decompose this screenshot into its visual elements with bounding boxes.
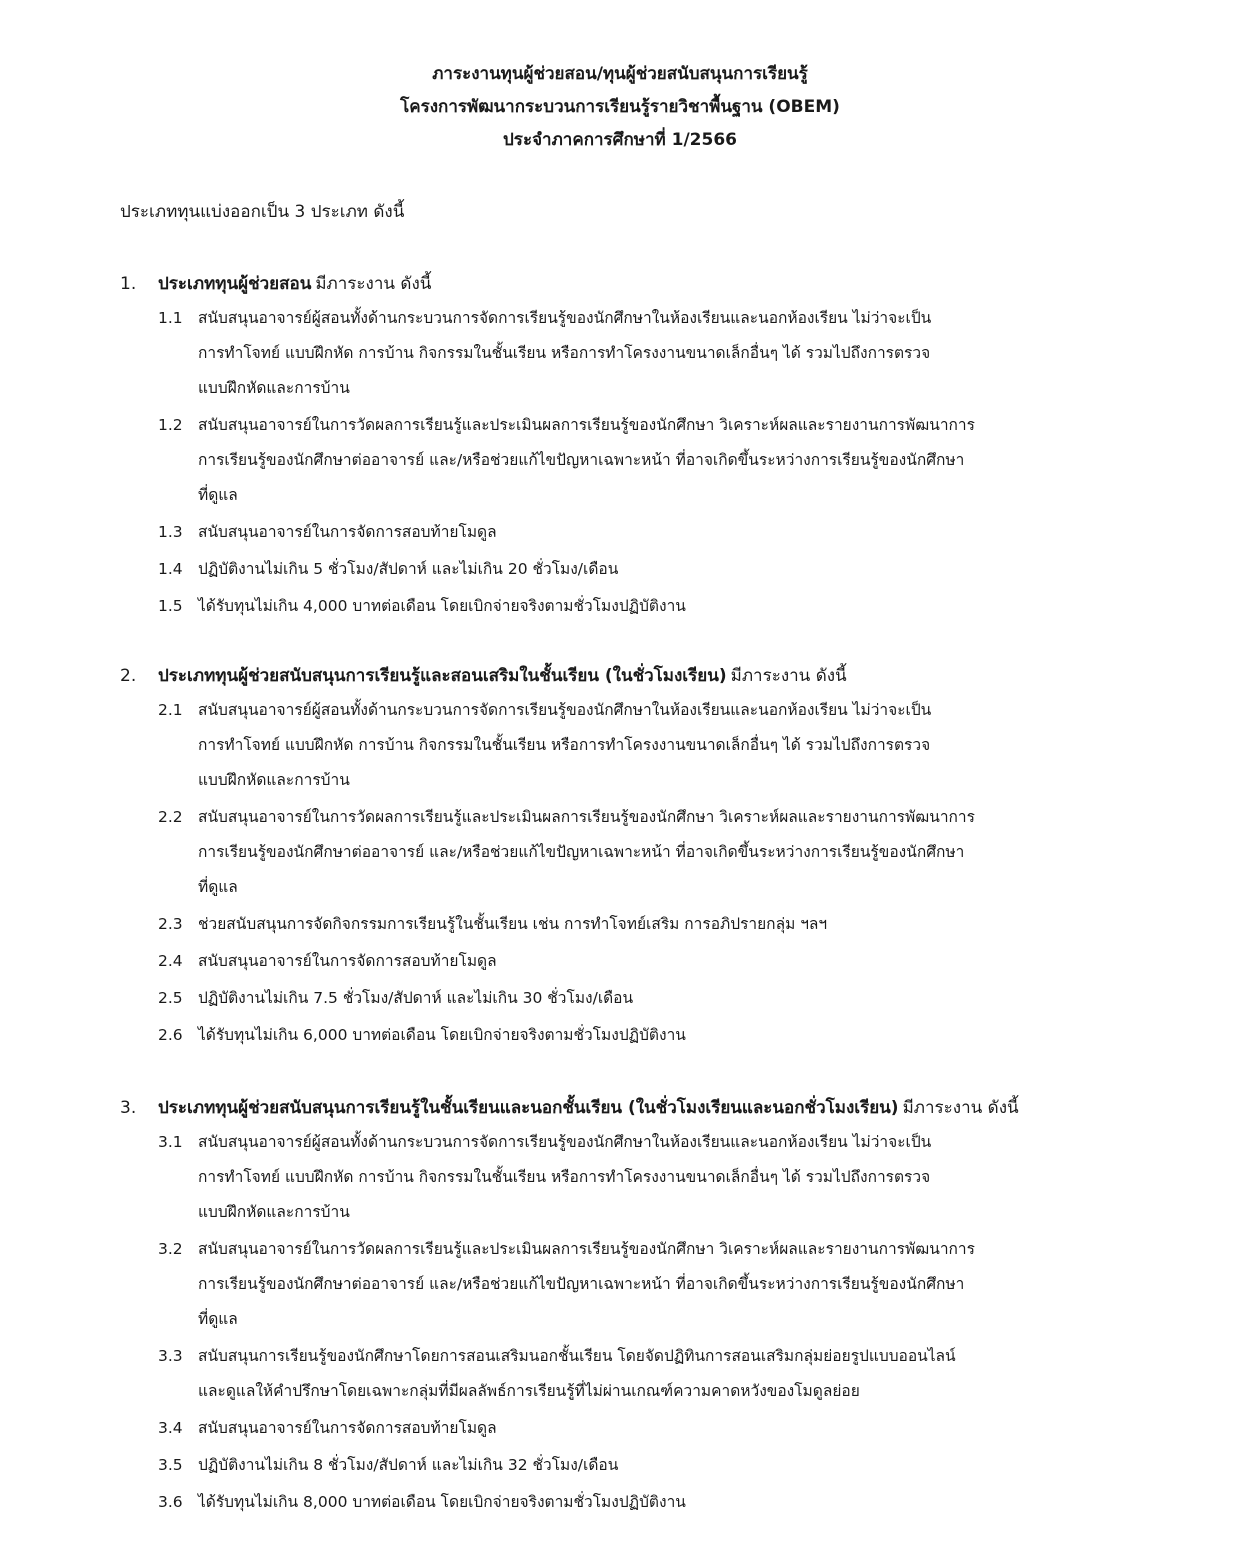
item-text	[198, 1448, 1118, 1483]
item-text-line: ปฏิบัติงานไม่เกิน 7.5 ชั่วโมง/สัปดาห์ และไม่เกิน 30 ชั่วโมง/เดือน	[198, 989, 634, 1007]
list-item	[158, 589, 1120, 624]
list-item	[158, 515, 1120, 550]
section-title: ประเภททุนผู้ช่วยสอน	[158, 274, 312, 294]
item-text-line: สนับสนุนอาจารย์ในการวัดผลการเรียนรู้และประเมินผลการเรียนรู้ของนักศึกษา วิเคราะห์ผลและรายงานการพัฒนาการ	[198, 1240, 975, 1258]
item-text-line: สนับสนุนอาจารย์ผู้สอนทั้งด้านกระบวนการจัดการเรียนรู้ของนักศึกษาในห้องเรียนและนอกห้องเรียน ไม่ว่าจะเป็น	[198, 701, 932, 719]
item-text	[198, 1339, 1118, 1409]
item-text-line: การเรียนรู้ของนักศึกษาต่ออาจารย์ และ/หรือช่วยแก้ไขปัญหาเฉพาะหน้า ที่อาจเกิดขึ้นระหว่างการเรียนรู้ของนักศึกษา	[198, 843, 965, 861]
item-text-line: ได้รับทุนไม่เกิน 8,000 บาทต่อเดือน โดยเบิกจ่ายจริงตามชั่วโมงปฏิบัติงาน	[198, 1493, 686, 1511]
item-text-line: การทำโจทย์ แบบฝึกหัด การบ้าน กิจกรรมในชั้นเรียน หรือการทำโครงงานขนาดเล็กอื่นๆ ได้ รวมไปถึงการตรวจ	[198, 1168, 931, 1186]
item-text-line: สนับสนุนการเรียนรู้ของนักศึกษาโดยการสอนเสริมนอกชั้นเรียน โดยจัดปฏิทินการสอนเสริมกลุ่มย่อยรูปแบบออนไลน์	[198, 1347, 956, 1365]
item-number: 3.6	[158, 1493, 183, 1511]
item-text-line: ที่ดูแล	[198, 486, 238, 504]
item-text-line: สนับสนุนอาจารย์ในการจัดการสอบท้ายโมดูล	[198, 1419, 497, 1437]
item-number: 3.2	[158, 1240, 183, 1258]
item-text-line: แบบฝึกหัดและการบ้าน	[198, 379, 350, 397]
item-text-line: ได้รับทุนไม่เกิน 6,000 บาทต่อเดือน โดยเบิกจ่ายจริงตามชั่วโมงปฏิบัติงาน	[198, 1026, 686, 1044]
section-suffix: มีภาระงาน ดังนี้	[730, 666, 847, 686]
item-text	[198, 907, 1118, 942]
list-item	[158, 981, 1120, 1016]
section-1	[120, 268, 1120, 626]
list-item	[158, 693, 1120, 798]
section-3	[120, 1092, 1120, 1522]
item-number: 1.4	[158, 560, 183, 578]
section-2	[120, 660, 1120, 1055]
list-item	[158, 408, 1120, 513]
item-number: 2.5	[158, 989, 183, 1007]
item-text-line: การทำโจทย์ แบบฝึกหัด การบ้าน กิจกรรมในชั้นเรียน หรือการทำโครงงานขนาดเล็กอื่นๆ ได้ รวมไปถึงการตรวจ	[198, 344, 931, 362]
list-item	[158, 1411, 1120, 1446]
list-item	[158, 1018, 1120, 1053]
header-semester: ประจำภาคการศึกษาที่ 1/2566	[503, 130, 737, 150]
item-text-line: สนับสนุนอาจารย์ในการวัดผลการเรียนรู้และประเมินผลการเรียนรู้ของนักศึกษา วิเคราะห์ผลและรายงานการพัฒนาการ	[198, 416, 975, 434]
item-text-line: แบบฝึกหัดและการบ้าน	[198, 771, 350, 789]
item-text	[198, 1018, 1118, 1053]
header-title: ภาระงานทุนผู้ช่วยสอน/ทุนผู้ช่วยสนับสนุนการเรียนรู้	[432, 64, 808, 84]
item-text	[198, 1411, 1118, 1446]
item-number: 1.5	[158, 597, 183, 615]
list-item	[158, 907, 1120, 942]
section-title: ประเภททุนผู้ช่วยสนับสนุนการเรียนรู้และสอนเสริมในชั้นเรียน (ในชั่วโมงเรียน)	[158, 666, 727, 686]
item-number: 2.3	[158, 915, 183, 933]
item-number: 3.3	[158, 1347, 183, 1365]
item-text	[198, 981, 1118, 1016]
list-item	[158, 800, 1120, 905]
list-item	[158, 301, 1120, 406]
item-text-line: ที่ดูแล	[198, 878, 238, 896]
section-heading	[120, 268, 1120, 301]
list-item	[158, 944, 1120, 979]
item-text-line: ช่วยสนับสนุนการจัดกิจกรรมการเรียนรู้ในชั้นเรียน เช่น การทำโจทย์เสริม การอภิปรายกลุ่ม ฯลฯ	[198, 915, 828, 933]
item-text	[198, 1125, 1118, 1230]
item-text-line: ปฏิบัติงานไม่เกิน 5 ชั่วโมง/สัปดาห์ และไม่เกิน 20 ชั่วโมง/เดือน	[198, 560, 619, 578]
item-number: 2.2	[158, 808, 183, 826]
item-text	[198, 589, 1118, 624]
item-text	[198, 552, 1118, 587]
section-suffix: มีภาระงาน ดังนี้	[902, 1098, 1019, 1118]
section-number: 1.	[120, 274, 137, 294]
item-number: 2.6	[158, 1026, 183, 1044]
item-text-line: สนับสนุนอาจารย์ผู้สอนทั้งด้านกระบวนการจัดการเรียนรู้ของนักศึกษาในห้องเรียนและนอกห้องเรียน ไม่ว่าจะเป็น	[198, 309, 932, 327]
item-text-line: การทำโจทย์ แบบฝึกหัด การบ้าน กิจกรรมในชั้นเรียน หรือการทำโครงงานขนาดเล็กอื่นๆ ได้ รวมไปถึงการตรวจ	[198, 736, 931, 754]
section-number: 2.	[120, 666, 137, 686]
item-text-line: สนับสนุนอาจารย์ในการจัดการสอบท้ายโมดูล	[198, 952, 497, 970]
section-title: ประเภททุนผู้ช่วยสนับสนุนการเรียนรู้ในชั้นเรียนและนอกชั้นเรียน (ในชั่วโมงเรียนและนอกชั่วโมงเรียน)	[158, 1098, 899, 1118]
list-item	[158, 1125, 1120, 1230]
item-text	[198, 408, 1118, 513]
section-number: 3.	[120, 1098, 137, 1118]
item-text-line: สนับสนุนอาจารย์ในการจัดการสอบท้ายโมดูล	[198, 523, 497, 541]
item-text	[198, 800, 1118, 905]
item-number: 1.2	[158, 416, 183, 434]
list-item	[158, 1339, 1120, 1409]
document-header	[0, 58, 1240, 157]
item-text	[198, 1485, 1118, 1520]
section-suffix: มีภาระงาน ดังนี้	[315, 274, 432, 294]
item-text-line: ปฏิบัติงานไม่เกิน 8 ชั่วโมง/สัปดาห์ และไม่เกิน 32 ชั่วโมง/เดือน	[198, 1456, 619, 1474]
item-text-line: ได้รับทุนไม่เกิน 4,000 บาทต่อเดือน โดยเบิกจ่ายจริงตามชั่วโมงปฏิบัติงาน	[198, 597, 686, 615]
list-item	[158, 1485, 1120, 1520]
item-text-line: การเรียนรู้ของนักศึกษาต่ออาจารย์ และ/หรือช่วยแก้ไขปัญหาเฉพาะหน้า ที่อาจเกิดขึ้นระหว่างการเรียนรู้ของนักศึกษา	[198, 451, 965, 469]
item-text-line: และดูแลให้คำปรึกษาโดยเฉพาะกลุ่มที่มีผลลัพธ์การเรียนรู้ที่ไม่ผ่านเกณฑ์ความคาดหวังของโมดูลย่อย	[198, 1382, 860, 1400]
header-project: โครงการพัฒนากระบวนการเรียนรู้รายวิชาพื้นฐาน (OBEM)	[400, 97, 840, 117]
item-text-line: สนับสนุนอาจารย์ผู้สอนทั้งด้านกระบวนการจัดการเรียนรู้ของนักศึกษาในห้องเรียนและนอกห้องเรียน ไม่ว่าจะเป็น	[198, 1133, 932, 1151]
item-number: 1.3	[158, 523, 183, 541]
item-number: 2.1	[158, 701, 183, 719]
item-number: 3.1	[158, 1133, 183, 1151]
list-item	[158, 1448, 1120, 1483]
item-text	[198, 944, 1118, 979]
item-text	[198, 515, 1118, 550]
list-item	[158, 1232, 1120, 1337]
item-text-line: ที่ดูแล	[198, 1310, 238, 1328]
section-heading	[120, 660, 1120, 693]
item-number: 2.4	[158, 952, 183, 970]
section-heading	[120, 1092, 1120, 1125]
list-item	[158, 552, 1120, 587]
intro-text: ประเภททุนแบ่งออกเป็น 3 ประเภท ดังนี้	[120, 202, 405, 222]
item-text-line: สนับสนุนอาจารย์ในการวัดผลการเรียนรู้และประเมินผลการเรียนรู้ของนักศึกษา วิเคราะห์ผลและรายงานการพัฒนาการ	[198, 808, 975, 826]
item-text-line: แบบฝึกหัดและการบ้าน	[198, 1203, 350, 1221]
item-text	[198, 301, 1118, 406]
item-number: 1.1	[158, 309, 183, 327]
item-text-line: การเรียนรู้ของนักศึกษาต่ออาจารย์ และ/หรือช่วยแก้ไขปัญหาเฉพาะหน้า ที่อาจเกิดขึ้นระหว่างการเรียนรู้ของนักศึกษา	[198, 1275, 965, 1293]
item-number: 3.4	[158, 1419, 183, 1437]
item-text	[198, 693, 1118, 798]
item-number: 3.5	[158, 1456, 183, 1474]
item-text	[198, 1232, 1118, 1337]
